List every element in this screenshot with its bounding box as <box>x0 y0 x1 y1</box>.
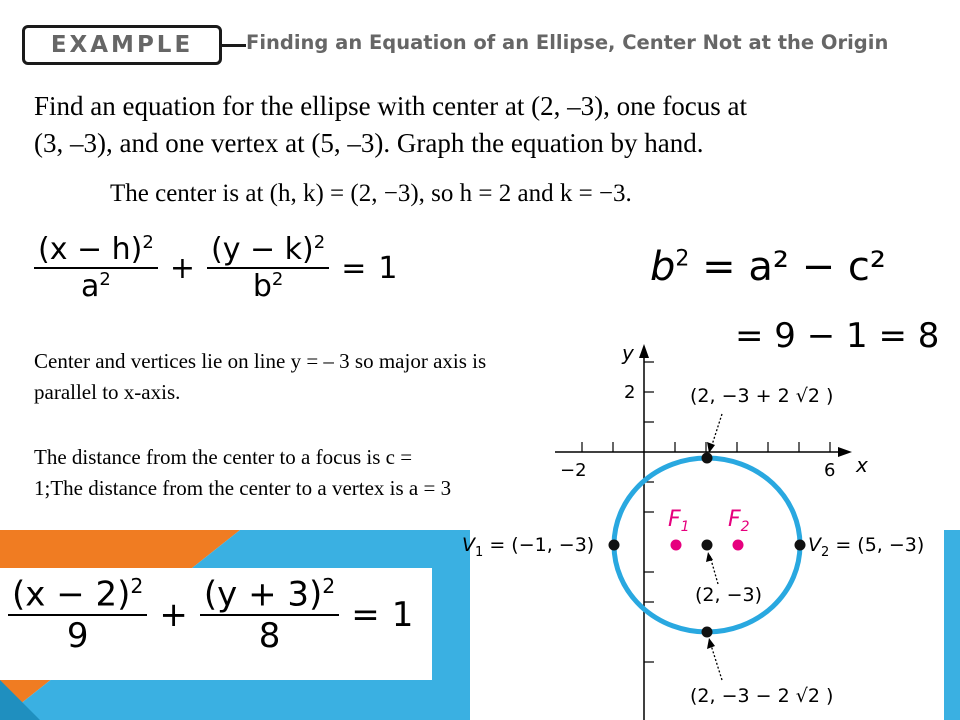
std-fraction-1: $\frac{(x - h)^2}{a^2}$ <box>34 232 158 304</box>
focus-1-point <box>671 540 682 551</box>
std-den-1: a <box>81 269 100 304</box>
std-den-2: b <box>252 269 272 304</box>
y-axis-label: y <box>622 341 634 365</box>
std-rhs: 1 <box>378 250 398 286</box>
bottom-point-label: (2, −3 − 2 √2 ) <box>690 685 834 707</box>
x-tick-label-6: 6 <box>824 460 836 481</box>
problem-line-1: Find an equation for the ellipse with center at (2, –3), one focus at <box>34 91 748 121</box>
x-tick-label-neg2: −2 <box>560 460 587 481</box>
focus-2-label: $F_2$ <box>728 507 750 535</box>
ans-num-1: (x − 2) <box>12 574 131 615</box>
center-point <box>702 540 713 551</box>
focus-2-point <box>733 540 744 551</box>
problem-statement <box>34 88 934 162</box>
center-point-label: (2, −3) <box>695 584 763 606</box>
vertex-2-label: $V_2 = (5$, −3) <box>808 534 925 560</box>
bottom-point <box>702 627 713 638</box>
ellipse-graph <box>456 334 940 720</box>
vertex-1-label: $V_1 = (-1$, −3) <box>462 534 595 560</box>
answer-equation: $\frac{(x - 2)^2}{9}$ + $\frac{(y + 3)^2}{8}$ = 1 <box>8 574 413 656</box>
focus-1-label: $F_1$ <box>668 507 690 535</box>
vertex-1-point <box>609 540 620 551</box>
x-ticks <box>582 442 830 452</box>
x-axis-label: x <box>856 453 868 477</box>
blue-right-strip <box>944 530 960 720</box>
ans-fraction-2: $\frac{(y + 3)^2}{8}$ <box>200 574 339 656</box>
y-axis-arrow <box>639 344 649 358</box>
top-point <box>702 453 713 464</box>
vertex-2-point <box>795 540 806 551</box>
std-fraction-2: $\frac{(y - k)^2}{b^2}$ <box>207 232 329 304</box>
center-statement: The center is at (h, k) = (2, −3), so h = 2 and k = −3. <box>110 180 632 207</box>
problem-line-2: (3, –3), and one vertex at (5, –3). Graph the equation by hand. <box>34 128 704 158</box>
b-var: b <box>650 244 676 290</box>
header-connector-line <box>222 44 246 47</box>
ans-fraction-1: $\frac{(x - 2)^2}{9}$ <box>8 574 147 656</box>
ans-den-1: 9 <box>66 616 89 657</box>
b-squared-line-1: $b^2 = a^2 - c^2$ <box>650 244 886 290</box>
standard-form-equation: $\frac{(x - h)^2}{a^2}$ + $\frac{(y - k)^2}{b^2}$ = 1 <box>34 232 397 304</box>
std-num-1: (x − h) <box>38 232 143 267</box>
std-num-2: (y − k) <box>210 232 314 267</box>
note-distances: The distance from the center to a focus is c = 1;The distance from the center to a vertex is a = 3 <box>34 445 452 500</box>
x-axis-arrow <box>838 447 852 457</box>
b-squared-rhs: = a² − c² <box>702 244 886 290</box>
page-title: Finding an Equation of an Ellipse, Center Not at the Origin <box>246 31 889 54</box>
example-badge-text: EXAMPLE <box>50 32 194 58</box>
y-tick-label-2: 2 <box>624 382 636 403</box>
note-major-axis: Center and vertices lie on line y = – 3 so major axis is parallel to x-axis. <box>34 349 487 404</box>
top-point-label: (2, −3 + 2 √2 ) <box>690 385 834 407</box>
ans-den-2: 8 <box>258 616 281 657</box>
ans-num-2: (y + 3) <box>203 574 323 615</box>
b-squared-line-2: = 9 − 1 = 8 <box>735 316 940 356</box>
ans-rhs: 1 <box>391 595 414 636</box>
